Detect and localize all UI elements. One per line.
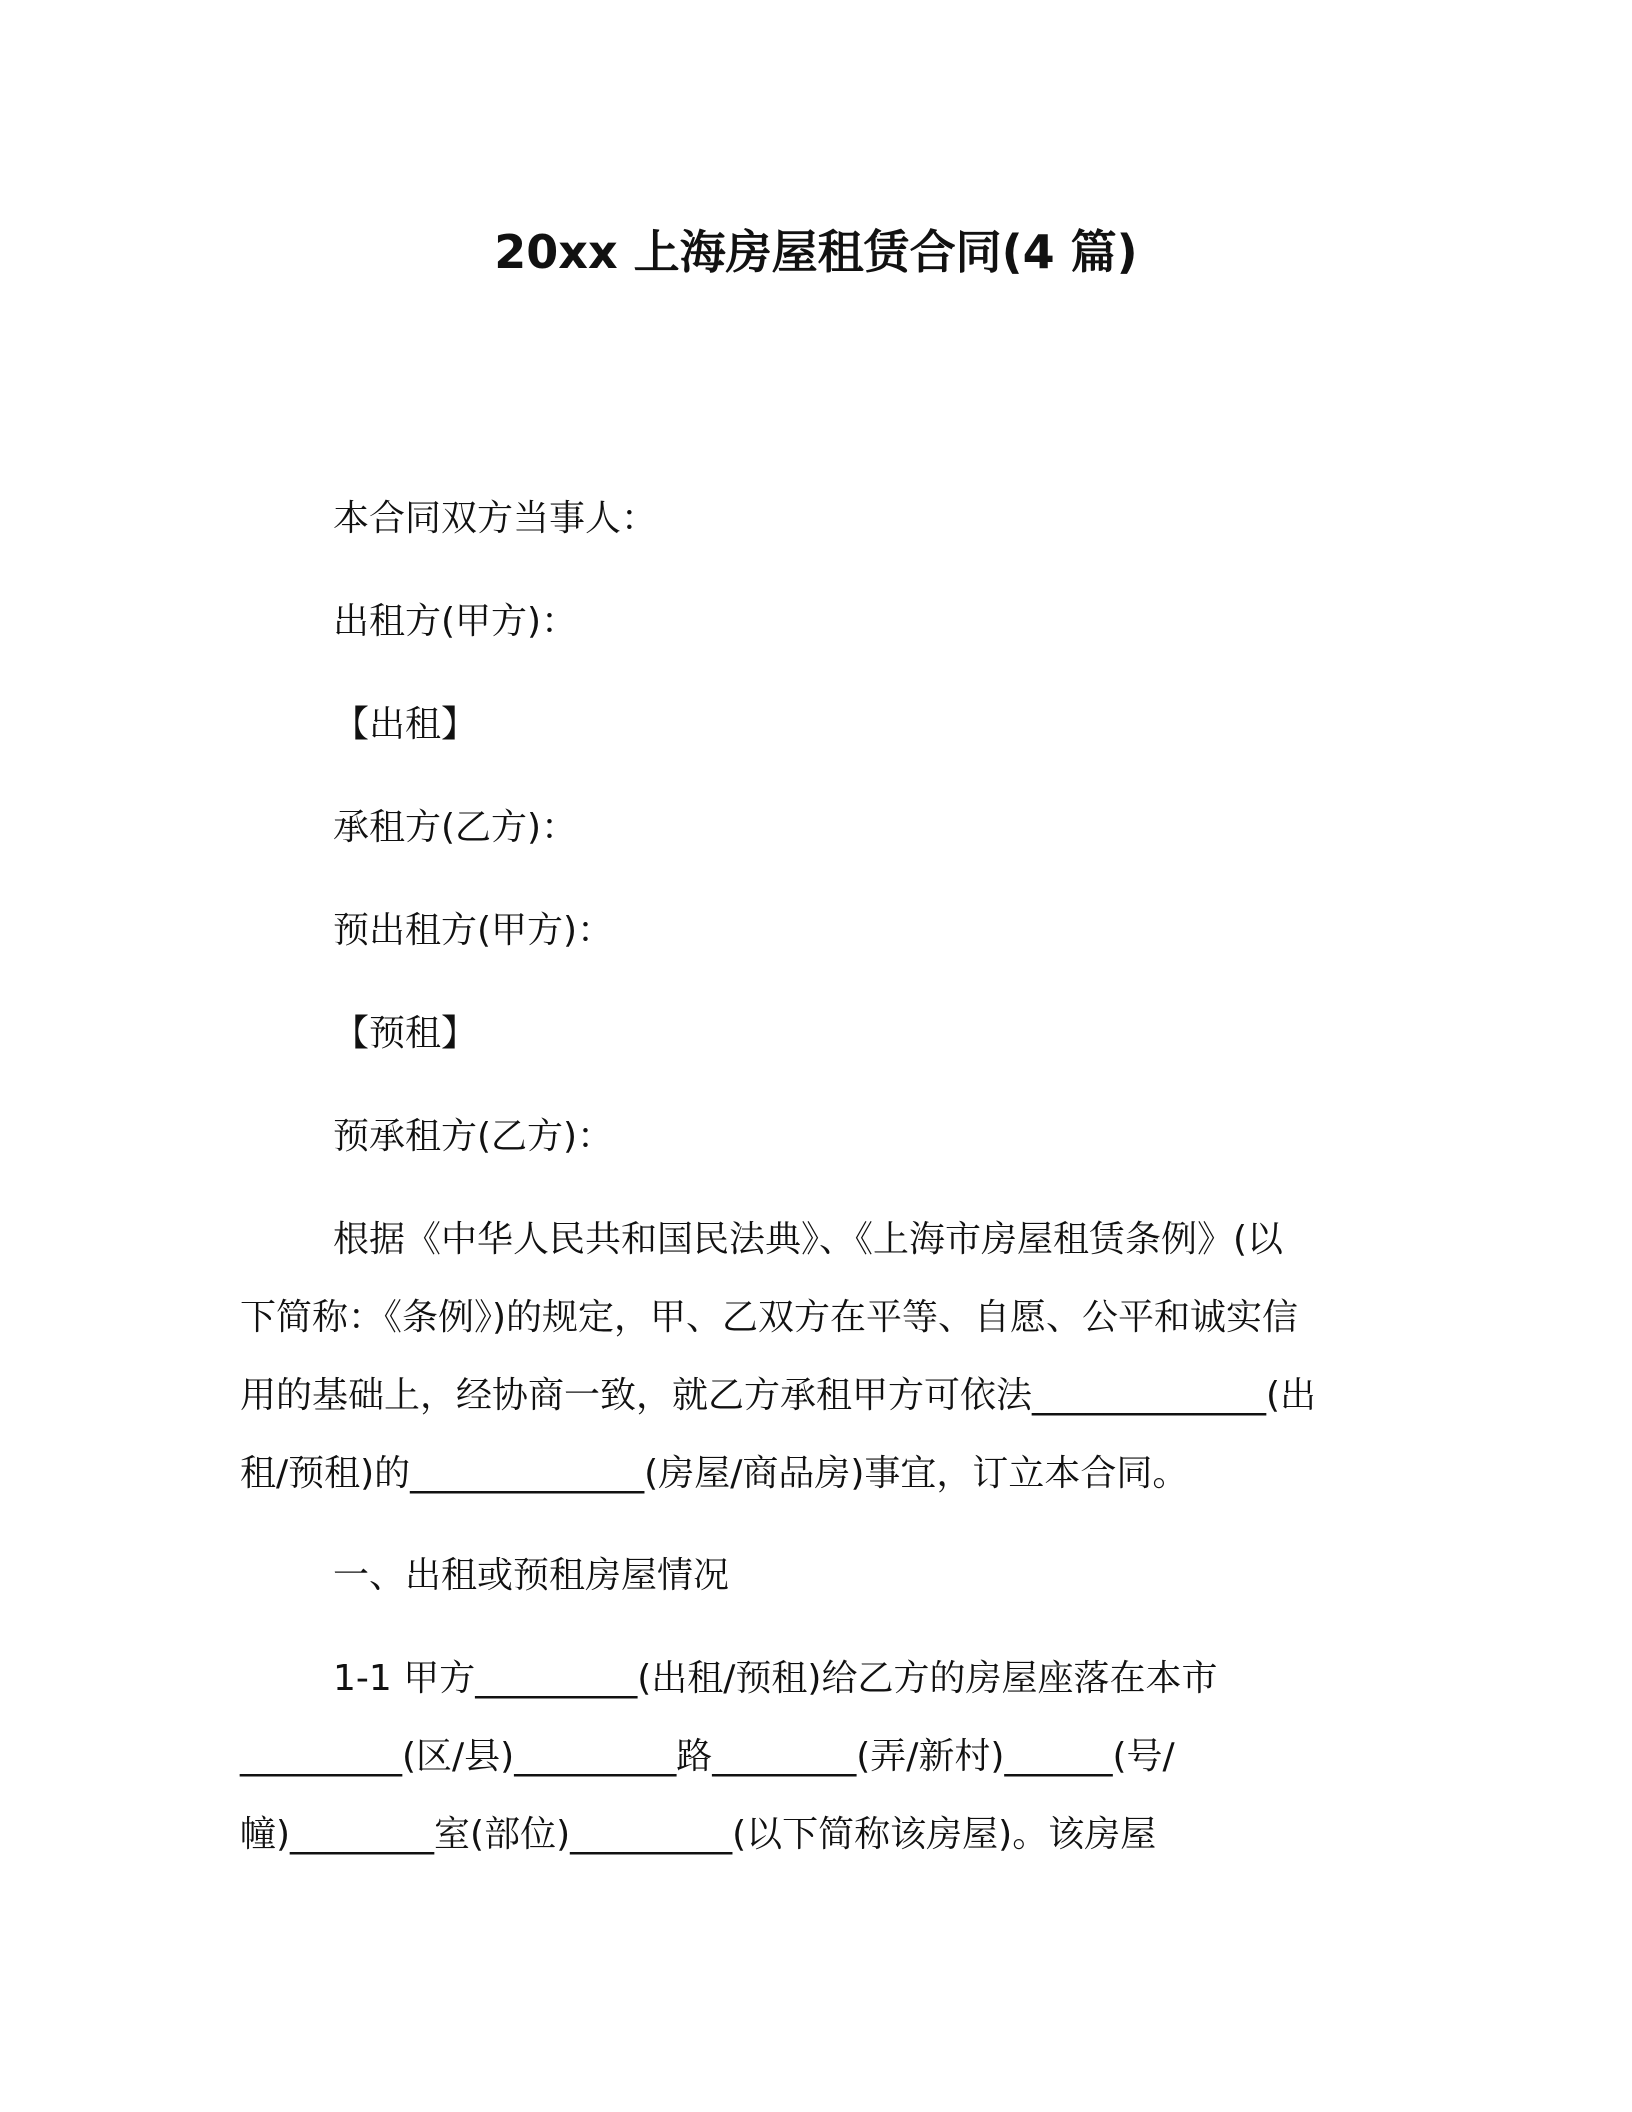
document-title: 20xx 上海房屋租赁合同(4 篇): [494, 225, 1138, 279]
rent-bracket-label: 【出租】: [333, 704, 478, 745]
lessor-label: 出租方(甲方)：: [333, 601, 578, 642]
lessee-label: 承租方(乙方)：: [333, 807, 578, 848]
clause-1-1-line-2: _________(区/县)_________路________(弄/新村)______(号/: [240, 1736, 1175, 1777]
prerent-bracket-label: 【预租】: [333, 1013, 478, 1054]
preamble-line-2: 下简称：《条例》)的规定，甲、乙双方在平等、自愿、公平和诚实信: [240, 1297, 1299, 1338]
preamble-line-3: 用的基础上，经协商一致，就乙方承租甲方可依法_____________(出: [240, 1375, 1317, 1416]
parties-intro: 本合同双方当事人：: [333, 498, 658, 539]
pre-lessor-label: 预出租方(甲方)：: [333, 910, 614, 951]
pre-lessee-label: 预承租方(乙方)：: [333, 1116, 614, 1157]
section-1-heading: 一、出租或预租房屋情况: [333, 1555, 730, 1596]
preamble-line-4: 租/预租)的_____________(房屋/商品房)事宜，订立本合同。: [240, 1453, 1189, 1494]
preamble-line-1: 根据《中华人民共和国民法典》、《上海市房屋租赁条例》(以: [333, 1219, 1284, 1260]
clause-1-1-line-3: 幢)________室(部位)_________(以下简称该房屋)。该房屋: [240, 1814, 1157, 1855]
clause-1-1-line-1: 1-1 甲方_________(出租/预租)给乙方的房屋座落在本市: [333, 1658, 1218, 1699]
